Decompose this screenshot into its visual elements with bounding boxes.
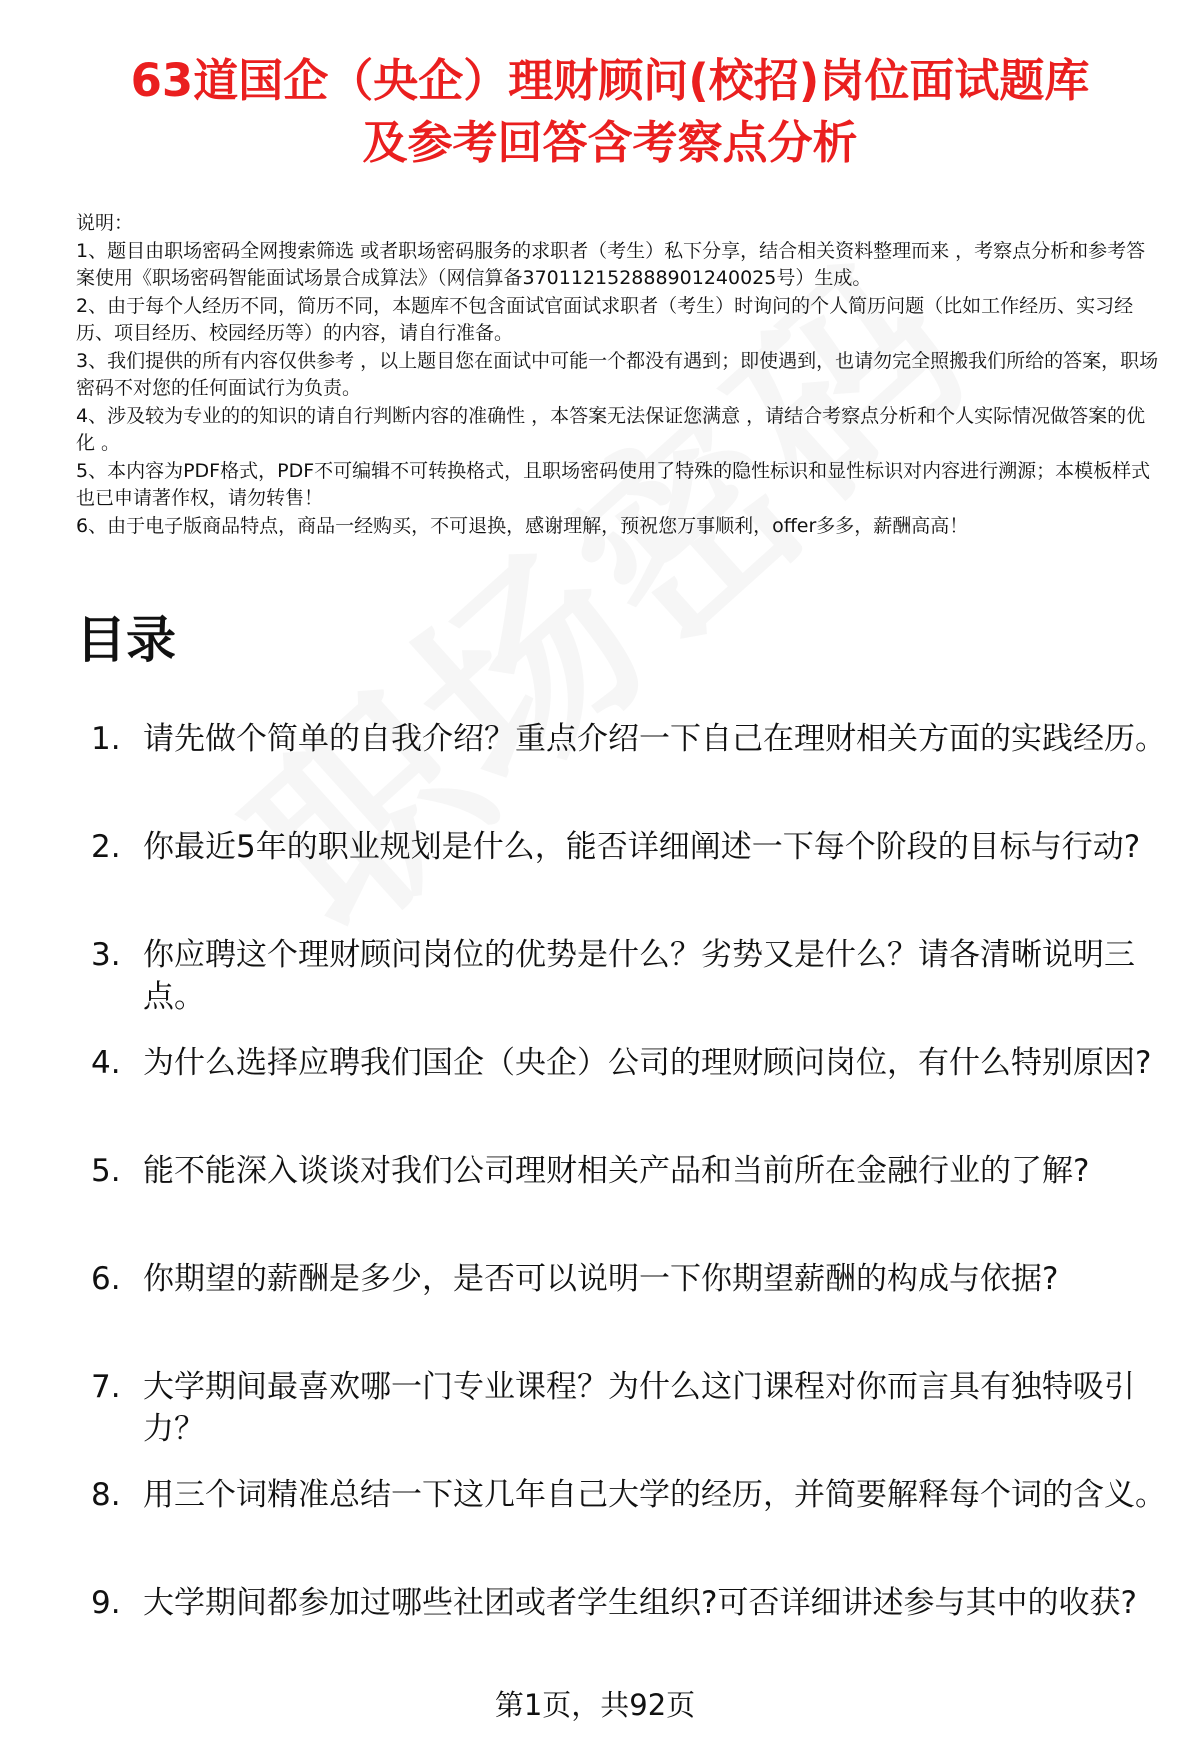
- note-item: 2、由于每个人经历不同，简历不同，本题库不包含面试官面试求职者（考生）时询问的个人简历问题（比如工作经历、实习经历、项目经历、校园经历等）的内容，请自行准备。: [76, 294, 1134, 344]
- toc-item-text: 你应聘这个理财顾问岗位的优势是什么？劣势又是什么？请各清晰说明三点。: [143, 937, 1135, 1015]
- toc-item-number: 2.: [91, 829, 121, 865]
- toc-heading: 目录: [76, 611, 176, 669]
- toc-item-text: 你期望的薪酬是多少，是否可以说明一下你期望薪酬的构成与依据?: [143, 1261, 1059, 1297]
- toc-item-text: 为什么选择应聘我们国企（央企）公司的理财顾问岗位，有什么特别原因?: [143, 1045, 1152, 1081]
- notes-heading: 说明：: [76, 212, 134, 234]
- toc-item-number: 6.: [91, 1261, 121, 1297]
- toc-item[interactable]: [76, 826, 1176, 934]
- toc-item-text: 大学期间最喜欢哪一门专业课程？为什么这门课程对你而言具有独特吸引力？: [143, 1369, 1135, 1447]
- toc-item-number: 5.: [91, 1153, 121, 1189]
- toc-item-number: 7.: [91, 1369, 121, 1405]
- toc-item[interactable]: [76, 1582, 1176, 1690]
- toc-item[interactable]: [76, 1042, 1176, 1150]
- toc-item[interactable]: [76, 1366, 1176, 1474]
- toc-item-number: 8.: [91, 1477, 121, 1513]
- toc-item[interactable]: [76, 718, 1176, 826]
- toc-item-text: 用三个词精准总结一下这几年自己大学的经历，并简要解释每个词的含义。: [143, 1477, 1166, 1513]
- toc-item-text: 请先做个简单的自我介绍？重点介绍一下自己在理财相关方面的实践经历。: [143, 721, 1166, 757]
- title-line-1: 63道国企（央企）理财顾问(校招)岗位面试题库: [130, 54, 1090, 107]
- toc-item[interactable]: [76, 1150, 1176, 1258]
- note-item: 6、由于电子版商品特点，商品一经购买，不可退换，感谢理解，预祝您万事顺利，offer多多，薪酬高高！: [76, 514, 969, 537]
- toc-item-number: 3.: [91, 937, 121, 973]
- toc-item-text: 大学期间都参加过哪些社团或者学生组织?可否详细讲述参与其中的收获?: [143, 1585, 1137, 1621]
- toc-list: [76, 718, 1176, 1690]
- note-item: 5、本内容为PDF格式，PDF不可编辑不可转换格式，且职场密码使用了特殊的隐性标识和显性标识对内容进行溯源；本模板样式也已申请著作权，请勿转售！: [76, 459, 1151, 509]
- note-item: 4、涉及较为专业的的知识的请自行判断内容的准确性 ，本答案无法保证您满意 ，请结合考察点分析和个人实际情况做答案的优化 。: [76, 404, 1146, 454]
- toc-item[interactable]: [76, 1474, 1176, 1582]
- toc-item[interactable]: [76, 1258, 1176, 1366]
- toc-item-text: 你最近5年的职业规划是什么，能否详细阐述一下每个阶段的目标与行动?: [143, 829, 1141, 865]
- toc-item-number: 1.: [91, 721, 121, 757]
- toc-item-number: 4.: [91, 1045, 121, 1081]
- document-title: [60, 50, 1160, 174]
- toc-item-number: 9.: [91, 1585, 121, 1621]
- note-item: 1、题目由职场密码全网搜索筛选 或者职场密码服务的求职者（考生）私下分享，结合相关资料整理而来 ，考察点分析和参考答案使用《职场密码智能面试场景合成算法》（网信算备370112152888901240025号）生成。: [76, 239, 1146, 289]
- toc-item[interactable]: [76, 934, 1176, 1042]
- notes-section: [76, 210, 1161, 540]
- toc-item-text: 能不能深入谈谈对我们公司理财相关产品和当前所在金融行业的了解?: [143, 1153, 1090, 1189]
- title-line-2: 及参考回答含考察点分析: [362, 116, 858, 169]
- note-item: 3、我们提供的所有内容仅供参考 ，以上题目您在面试中可能一个都没有遇到；即使遇到，也请勿完全照搬我们所给的答案，职场密码不对您的任何面试行为负责。: [76, 349, 1159, 399]
- page-footer: 第1页，共92页: [494, 1688, 696, 1722]
